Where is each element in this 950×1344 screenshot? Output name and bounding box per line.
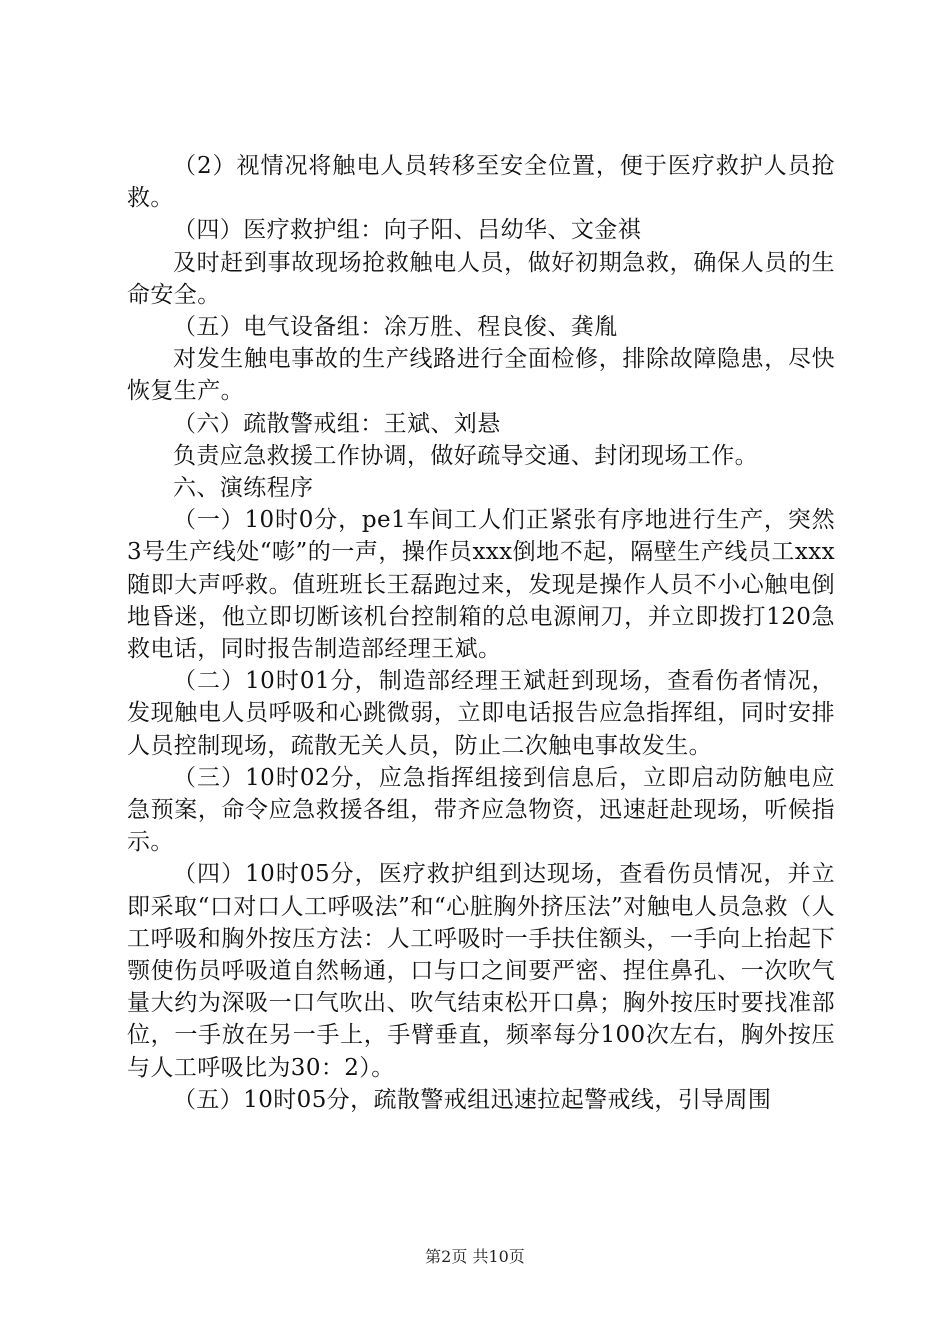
heading-medical-rescue-group: （四）医疗救护组：向子阳、吕幼华、文金祺 bbox=[173, 217, 641, 244]
paragraph-electrical-equipment-duty: 对发生触电事故的生产线路进行全面检修，排除故障隐患，尽快恢复生产。 bbox=[127, 346, 835, 405]
document-body bbox=[127, 150, 835, 1116]
heading-electrical-equipment-group: （五）电气设备组：凃万胜、程良俊、龚胤 bbox=[173, 314, 618, 341]
paragraph-medical-rescue-duty: 及时赶到事故现场抢救触电人员，做好初期急救，确保人员的生命安全。 bbox=[127, 249, 835, 308]
page-number-footer: 第2页 共10页 bbox=[425, 1247, 525, 1266]
paragraph-step-two: （二）10时01分，制造部经理王斌赶到现场，查看伤者情况，发现触电人员呼吸和心跳微弱，立即电话报告应急指挥组，同时安排人员控制现场，疏散无关人员，防止二次触电事故发生。 bbox=[127, 668, 835, 759]
paragraph-evacuation-guard-duty: 负责应急救援工作协调，做好疏导交通、封闭现场工作。 bbox=[173, 442, 758, 469]
paragraph-step-four: （四）10时05分，医疗救护组到达现场，查看伤员情况，并立即采取“口对口人工呼吸法”和“心脏胸外挤压法”对触电人员急救（人工呼吸和胸外按压方法：人工呼吸时一手扶住额头，一手向上抬起下颚使伤员呼吸道自然畅通，口与口之间要严密、捏住鼻孔、一次吹气量大约为深吸一口气吹出、吹气结束松开口鼻；胸外按压时要找准部位，一手放在另一手上，手臂垂直，频率每分100次左右，胸外按压与人工呼吸比为30：2）。 bbox=[127, 861, 835, 1081]
paragraph-step-five: （五）10时05分，疏散警戒组迅速拉起警戒线，引导周围 bbox=[173, 1086, 772, 1113]
paragraph-step-one: （一）10时0分，pe1车间工人们正紧张有序地进行生产，突然3号生产线处“嘭”的一声，操作员xxx倒地不起，隔壁生产线员工xxx随即大声呼救。值班班长王磊跑过来，发现是操作人员不小心触电倒地昏迷，他立即切断该机台控制箱的总电源闸刀，并立即拨打120急救电话，同时报告制造部经理王斌。 bbox=[127, 507, 835, 663]
paragraph-step-three: （三）10时02分，应急指挥组接到信息后，立即启动防触电应急预案，命令应急救援各组，带齐应急物资，迅速赶赴现场，听候指示。 bbox=[127, 764, 835, 856]
section-heading-drill-procedure: 六、演练程序 bbox=[173, 475, 314, 502]
heading-evacuation-guard-group: （六）疏散警戒组：王斌、刘悬 bbox=[173, 410, 501, 437]
paragraph-transfer-victim: （2）视情况将触电人员转移至安全位置，便于医疗救护人员抢救。 bbox=[127, 153, 835, 212]
